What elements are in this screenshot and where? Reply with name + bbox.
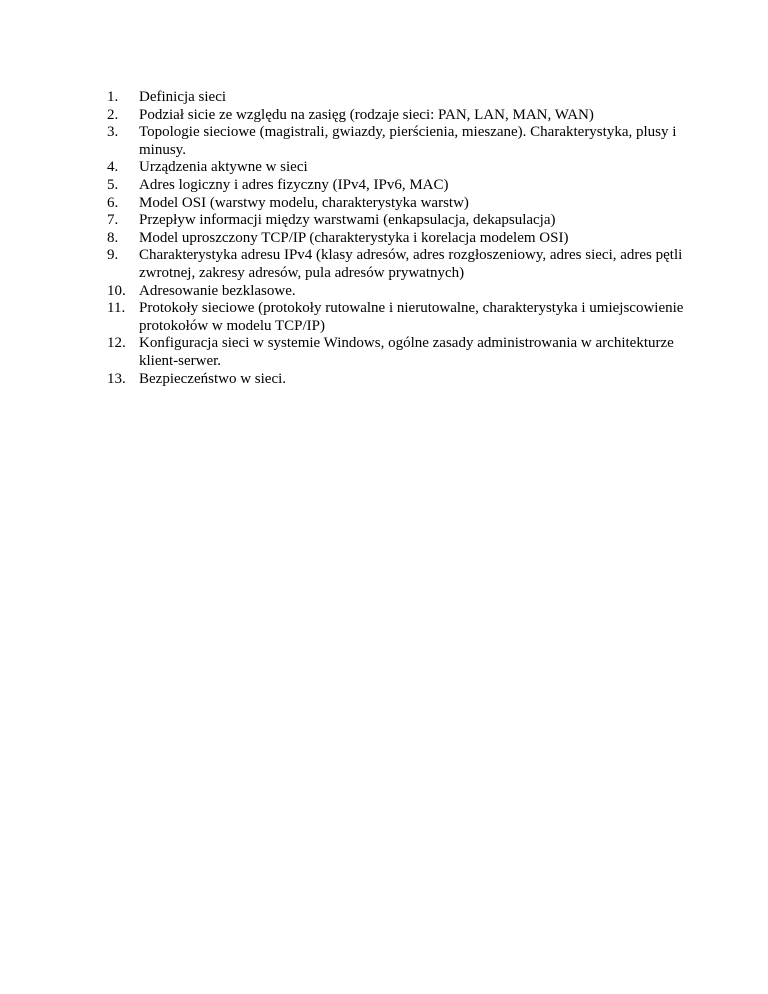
list-item [107,177,707,195]
list-item [107,335,707,370]
item-text: Adresowanie bezklasowe. [139,282,296,299]
item-text: Adres logiczny i adres fizyczny (IPv4, IPv6, MAC) [139,176,449,193]
item-text: Topologie sieciowe (magistrali, gwiazdy, pierścienia, mieszane). Charakterystyka, plusy i minusy. [139,124,677,158]
item-text: Przepływ informacji między warstwami (enkapsulacja, dekapsulacja) [139,212,556,229]
list-item [107,371,707,389]
list-item [107,212,707,230]
item-text: Bezpieczeństwo w sieci. [139,370,287,387]
item-number: 7. [107,212,119,229]
list-item [107,247,707,282]
list-item [107,283,707,301]
item-number: 11. [107,300,126,317]
item-number: 1. [107,89,119,105]
item-number: 9. [107,247,119,264]
list-item [107,230,707,248]
list-item [107,300,707,335]
list-item [107,195,707,213]
item-number: 10. [107,282,126,299]
item-text: Model OSI (warstwy modelu, charakterystyka warstw) [139,194,469,211]
item-text: Konfiguracja sieci w systemie Windows, ogólne zasady administrowania w architekturze klient-serwer. [139,335,674,369]
item-text: Urządzenia aktywne w sieci [139,159,308,176]
list-item [107,124,707,159]
item-number: 4. [107,159,119,176]
item-number: 3. [107,124,119,141]
item-number: 8. [107,229,119,246]
item-number: 12. [107,335,126,352]
list-item [107,89,707,107]
list-item [107,159,707,177]
item-text: Model uproszczony TCP/IP (charakterystyka i korelacja modelem OSI) [139,229,569,246]
topic-list [107,89,707,388]
item-text: Definicja sieci [139,89,227,105]
item-number: 2. [107,106,119,123]
item-text: Podział sicie ze względu na zasięg (rodzaje sieci: PAN, LAN, MAN, WAN) [139,106,594,123]
item-number: 6. [107,194,119,211]
list-item [107,107,707,125]
item-number: 5. [107,176,119,193]
item-text: Protokoły sieciowe (protokoły rutowalne i nierutowalne, charakterystyka i umiejscowienie protokołów w modelu TCP/IP) [139,300,684,334]
item-number: 13. [107,370,126,387]
item-text: Charakterystyka adresu IPv4 (klasy adresów, adres rozgłoszeniowy, adres sieci, adres pętli zwrotnej, zakresy adresów, pula adresów prywatnych) [139,247,683,281]
